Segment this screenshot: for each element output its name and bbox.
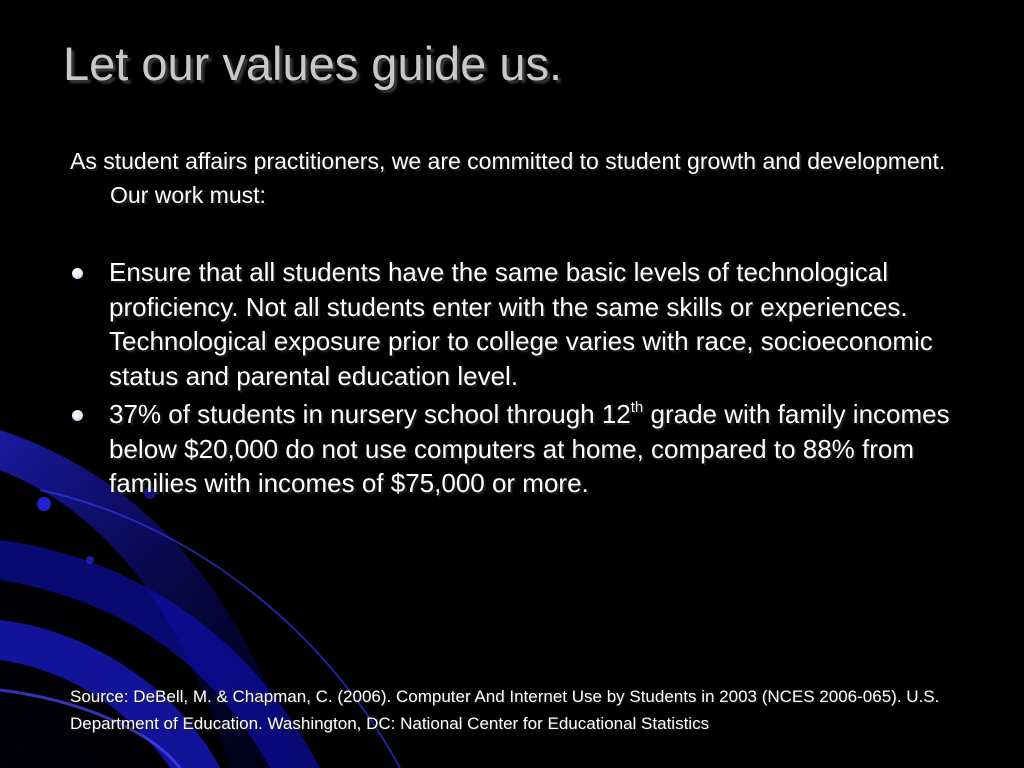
bullet-item-statistics: [70, 397, 950, 501]
ordinal-superscript: th: [630, 399, 644, 416]
bullet-list: [70, 255, 950, 501]
bullet-text-end: grade with family incomes below $20,000 do not use computers at home, compared to 88% from families with incomes of $75,000 or more.: [109, 399, 950, 498]
slide-title: Let our values guide us.: [63, 37, 563, 90]
bullet-item-proficiency: [70, 255, 950, 393]
intro-paragraph: As student affairs practitioners, we are committed to student growth and development. Our work must:: [70, 148, 946, 208]
source-citation: Source: DeBell, M. & Chapman, C. (2006). Computer And Internet Use by Students in 2003 (NCES 2006-065). U.S. Department of Education. Washington, DC: National Center for Educational Statistics: [70, 687, 940, 733]
bullet-text: Ensure that all students have the same basic levels of technological proficiency. Not all students enter with the same skills or experiences. Technological exposure prior to college varies with race, socioeconomic status and parental education level.: [109, 257, 933, 391]
bullet-text-start: 37% of students in nursery school through 12: [109, 399, 631, 429]
bullet-icon: [72, 268, 83, 279]
bullet-icon: [72, 410, 83, 421]
